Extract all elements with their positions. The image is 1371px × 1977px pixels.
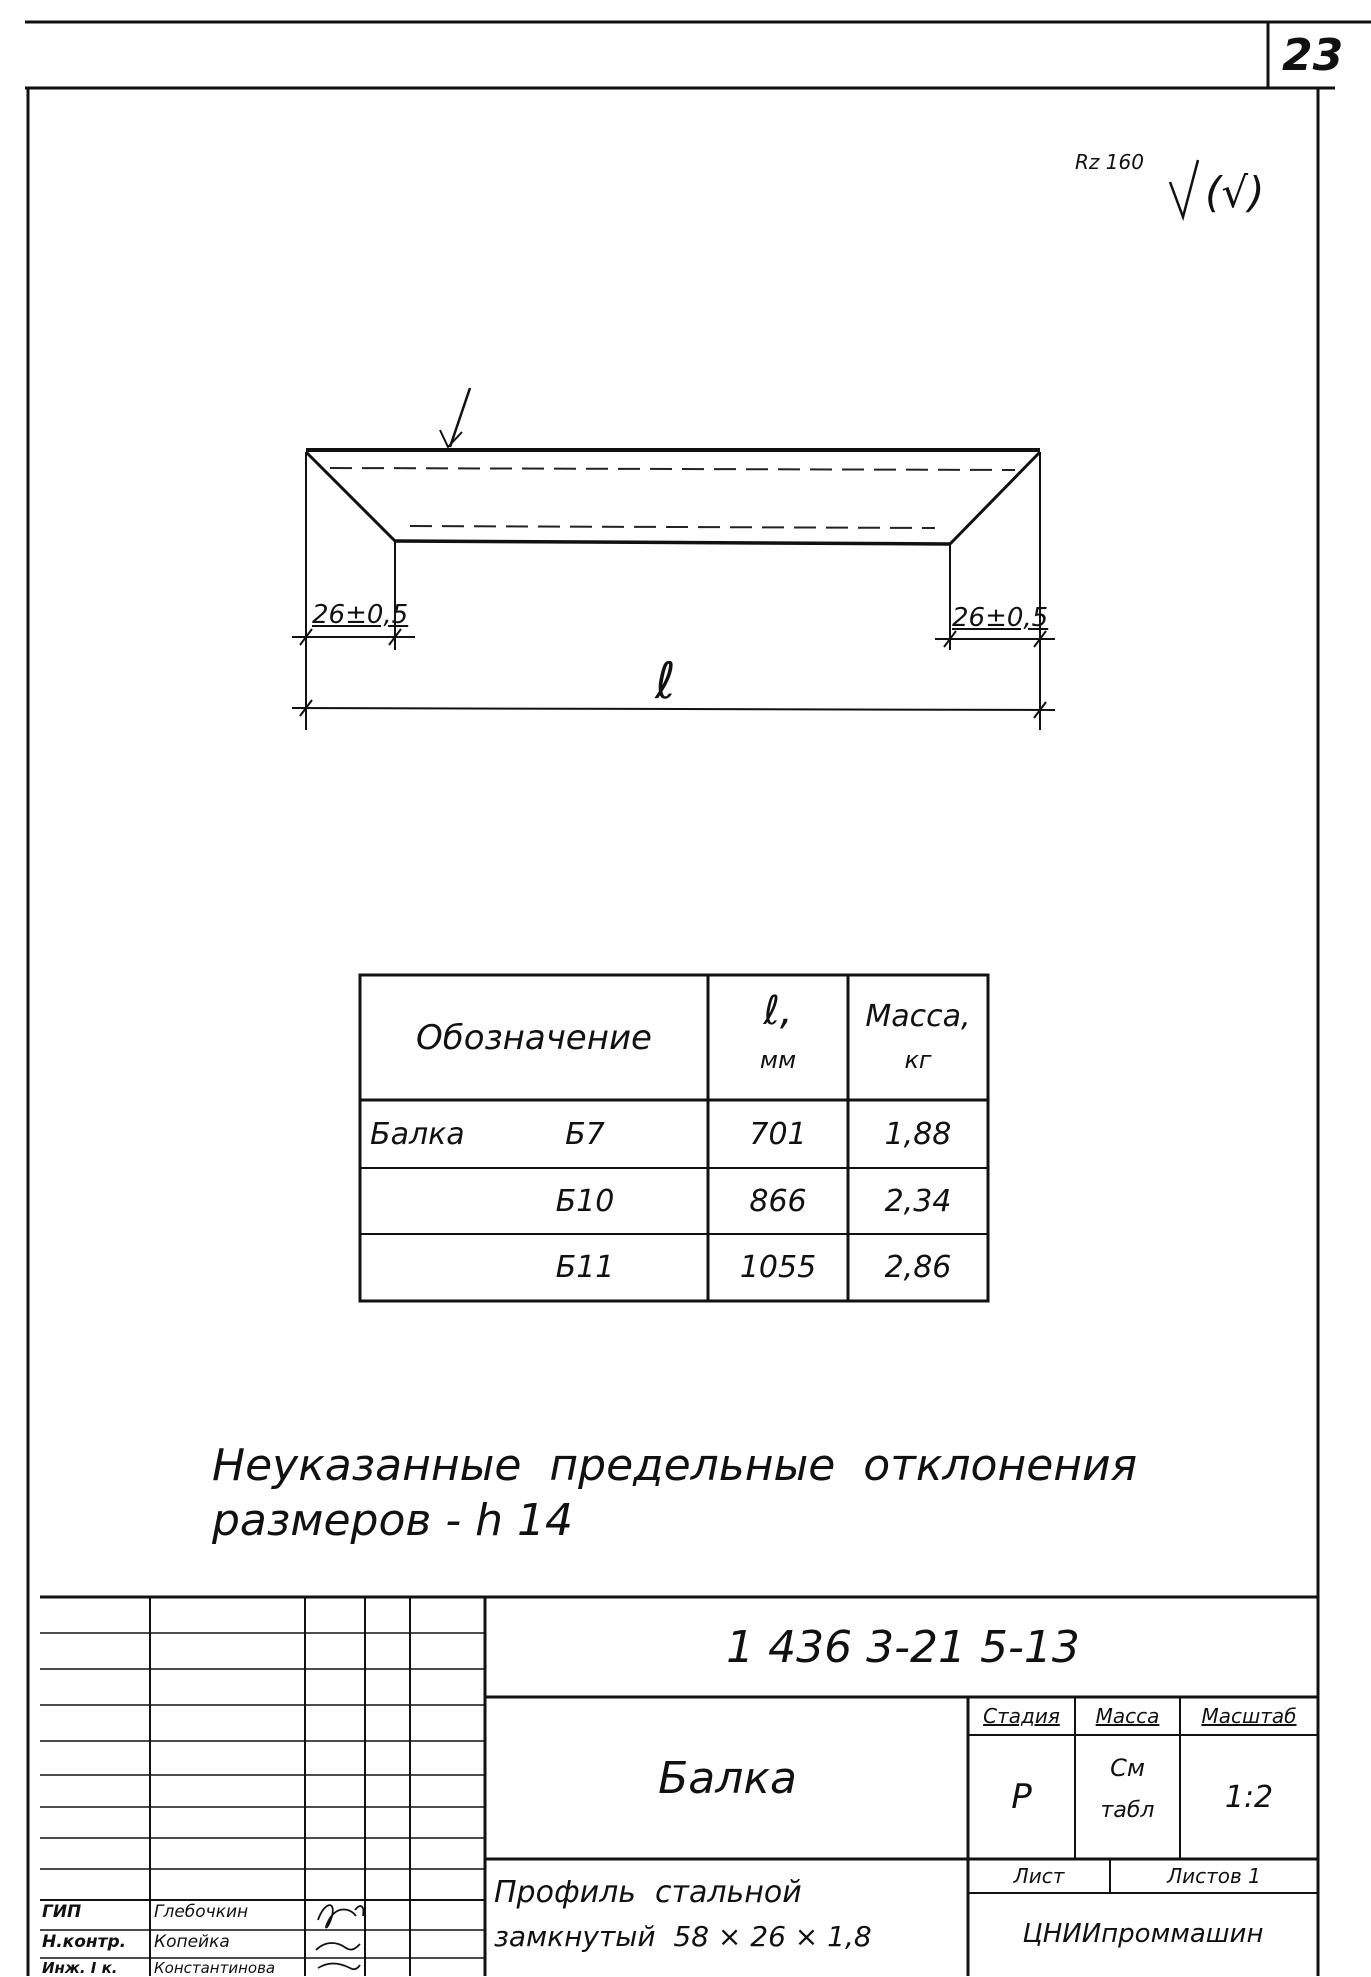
signature-1 [318,1905,363,1927]
signer-role: Н.контр. [42,1932,127,1952]
sheets-label: Листов 1 [1167,1864,1261,1888]
surface-leader-mark [440,430,462,447]
signer-name: Копейка [154,1932,230,1952]
row-length: 1055 [739,1250,817,1285]
row-name [362,1236,530,1299]
signer-name: Константинова [154,1959,276,1977]
surface-leader-line [450,388,470,447]
roughness-check-mark [1170,160,1198,217]
part-name: Балка [658,1752,797,1804]
row-name: Балка [370,1116,465,1152]
beam-bottom-edge [395,541,950,544]
beam-left-chamfer [306,452,395,541]
material-line-2: замкнутый 58 × 26 × 1,8 [494,1920,872,1953]
organization: ЦНИИпроммашин [1022,1919,1264,1949]
signatures [316,1905,363,1969]
row-code: Б7 [565,1116,605,1152]
dim-right-label: 26±0,5 [952,603,1049,633]
mass-label: Масса [1095,1704,1160,1728]
scale-value: 1:2 [1224,1779,1274,1815]
roughness-marks: (√) [1205,168,1265,217]
row-length: 866 [749,1183,807,1219]
stage-value: Р [1011,1777,1032,1817]
signature-3 [318,1964,360,1970]
row-code: Б10 [555,1183,615,1219]
scale-label: Масштаб [1201,1704,1297,1728]
row-mass: 1,88 [884,1116,952,1152]
signer-name: Глебочкин [154,1902,249,1922]
note-line-1: Неуказанные предельные отклонения [212,1440,1138,1491]
mass-value-1: См [1110,1753,1145,1782]
header-length-unit: мм [759,1046,797,1074]
beam-drawing [306,388,1040,544]
sheet-label: Лист [1013,1864,1065,1888]
row-name [362,1170,530,1232]
beam-hidden-bottom [410,526,935,528]
signature-2 [316,1943,360,1950]
roughness-param: Rz 160 [1075,150,1144,174]
row-length: 701 [749,1116,807,1152]
signer-role: ГИП [42,1902,82,1922]
row-mass: 2,34 [884,1183,952,1219]
row-code: Б11 [555,1250,615,1285]
header-length: ℓ, [763,988,793,1034]
page-number: 23 [1282,30,1344,81]
mass-value-2: табл [1100,1797,1155,1823]
material-line-1: Профиль стальной [494,1875,802,1910]
beam-right-chamfer [950,452,1040,544]
stage-label: Стадия [983,1704,1060,1728]
beam-hidden-top [330,468,1015,470]
dim-left-label: 26±0,5 [312,600,409,630]
note-line-2: размеров - h 14 [212,1495,574,1546]
header-mass: Масса, [865,998,971,1034]
header-designation: Обозначение [416,1017,652,1058]
signer-role: Инж. I к. [42,1959,118,1977]
doc-code: 1 436 3-21 5-13 [726,1622,1080,1673]
header-mass-unit: кг [904,1046,932,1074]
row-mass: 2,86 [884,1250,952,1285]
dim-length-label: ℓ [655,652,676,710]
